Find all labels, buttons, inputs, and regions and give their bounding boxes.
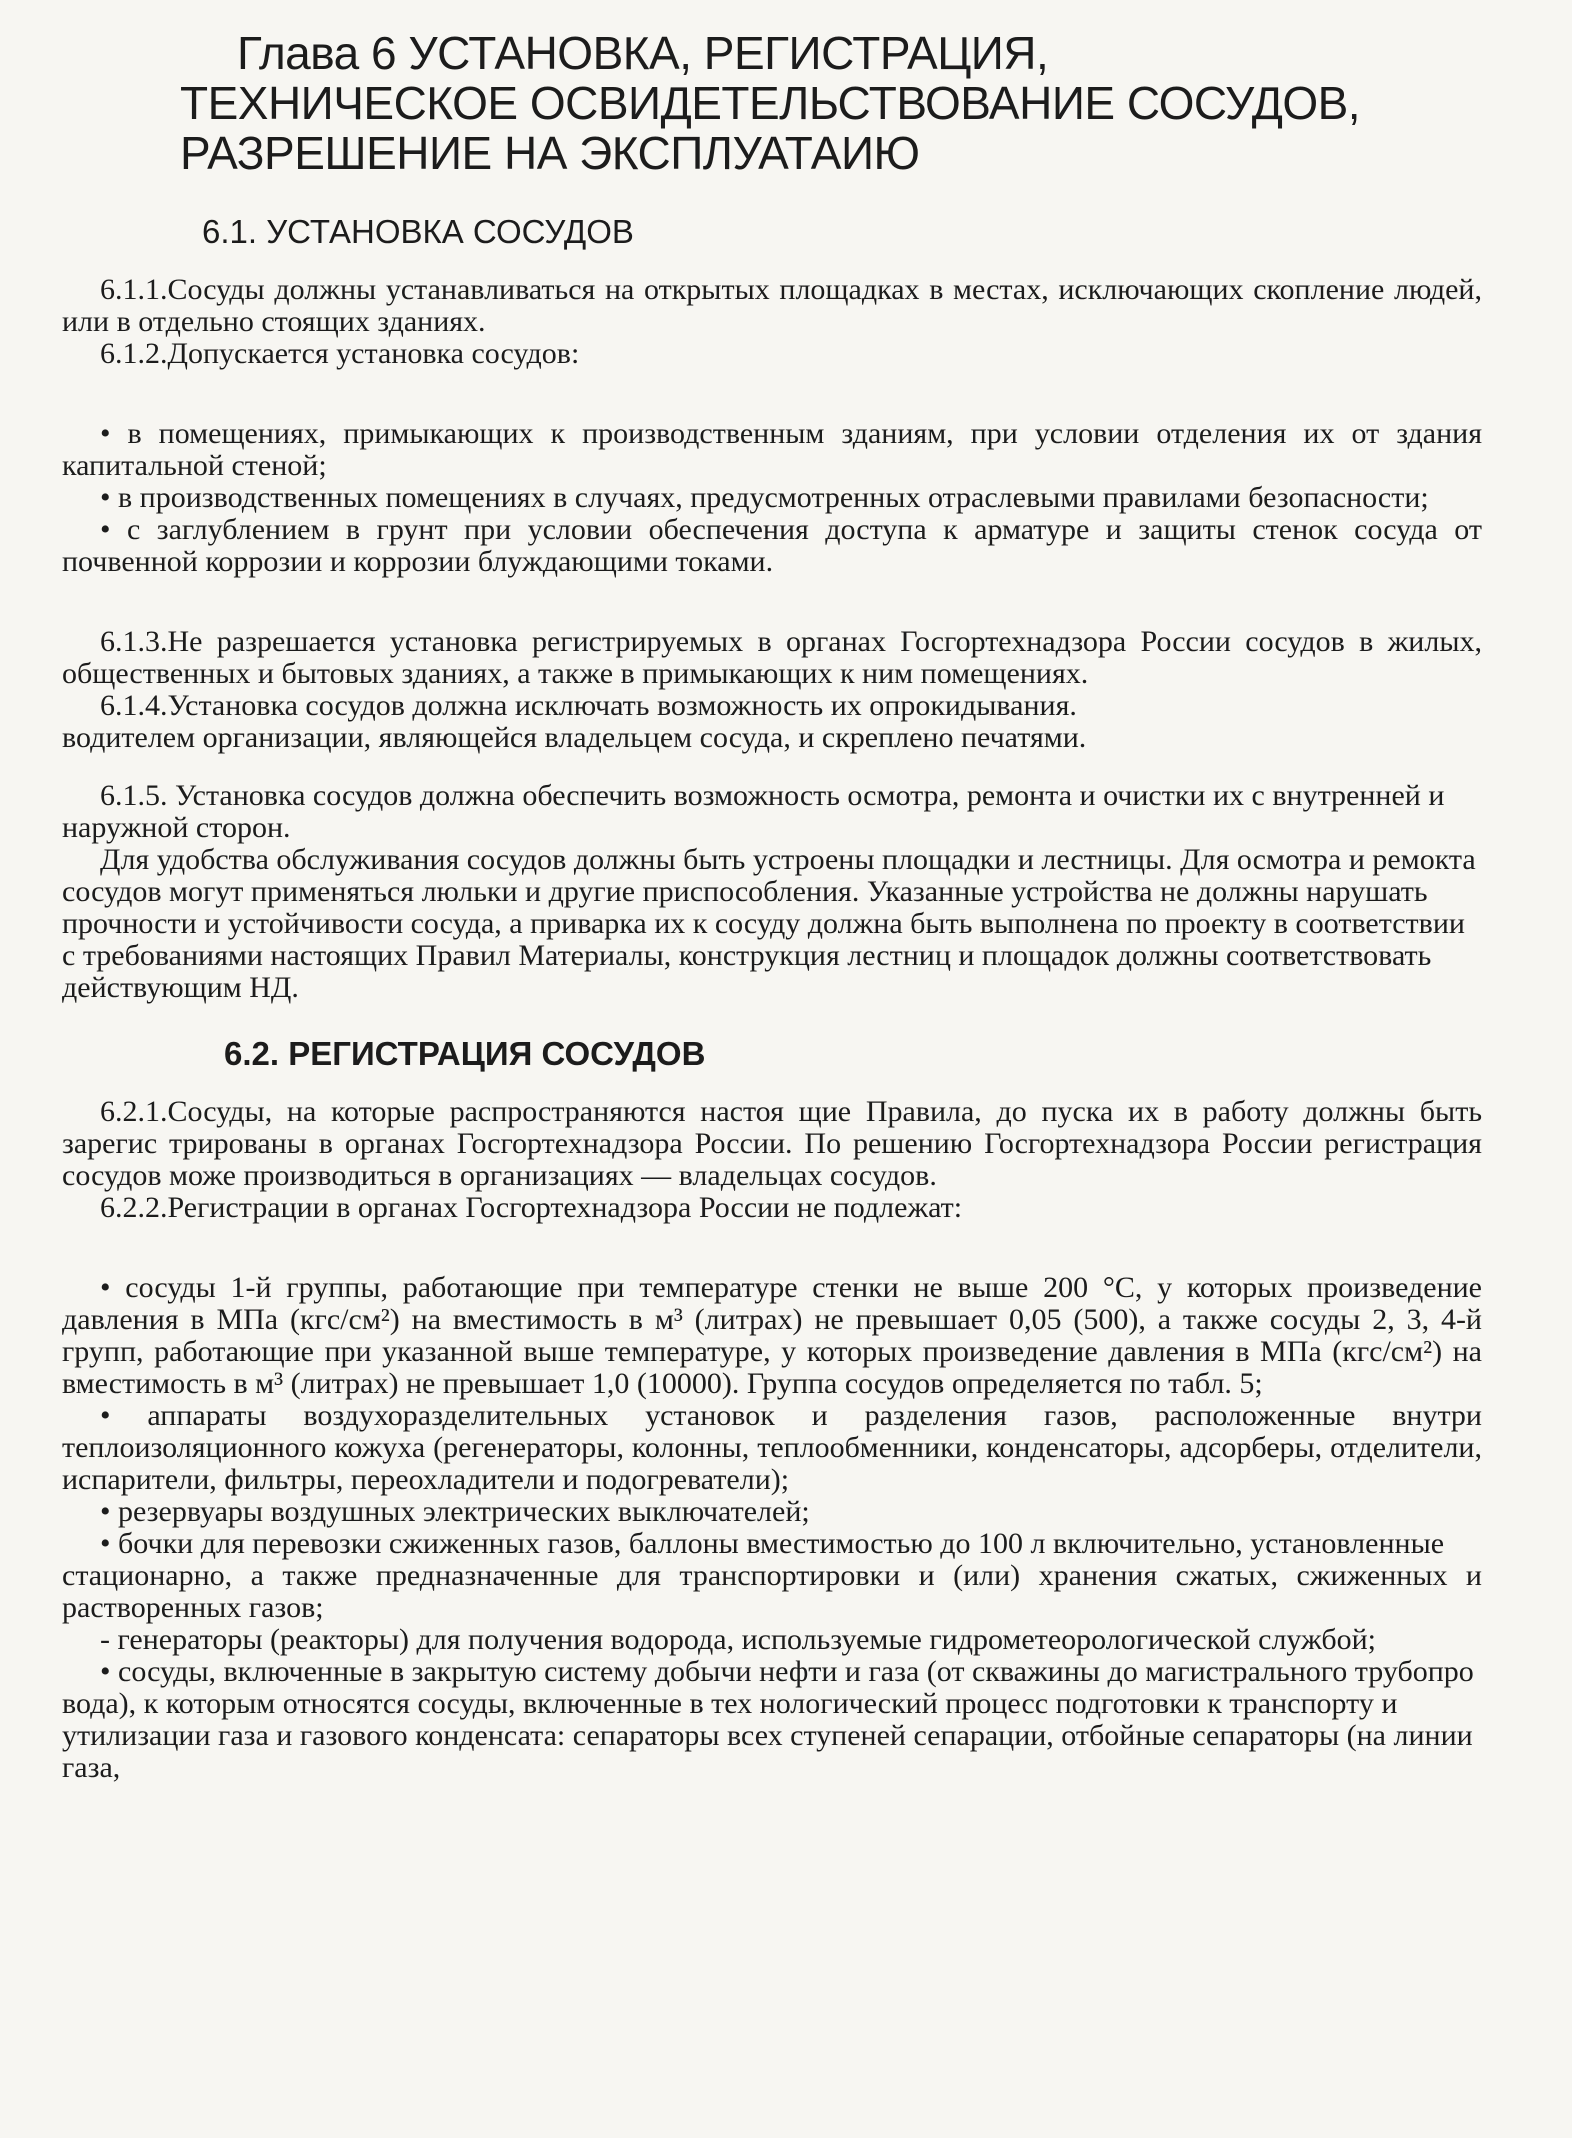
paragraph-6-2-1: 6.2.1.Сосуды, на которые распространяются настоя щие Правила, до пуска их в работу должны быть зарегис трированы в органах Госгортехнадзора России. По решению Госгортехнадзора России регистрация сосудов може производиться в организациях — владельцах сосудов. xyxy=(62,1095,1482,1192)
bullet-item: - генераторы (реакторы) для получения водорода, используемые гидрометеорологической службой; xyxy=(100,1623,1377,1656)
bullet-item: • в производственных помещениях в случаях, предусмотренных отраслевыми правилами безопасности; xyxy=(100,481,1429,514)
bullet-item: • сосуды, включенные в закрытую систему добычи нефти и газа (от скважины до магистрального трубопро вода), к которым относятся сосуды, включенные в тех нологический процесс подготовки к транспорту и утилизации газа и газового конденсата: сепараторы всех ступеней сепарации, отбойные сепараторы (на линии газа, xyxy=(62,1655,1474,1784)
bullet-item-cont: стационарно, а также предназначенные для транспортировки и (или) хранения сжатых, сжиженных и растворенных газов; xyxy=(62,1559,1482,1624)
bullet-item: • с заглублением в грунт при условии обеспечения доступа к арматуре и защиты стенок сосуда от почвенной коррозии и коррозии блуждающими токами. xyxy=(62,513,1482,578)
paragraph-6-1-5: 6.1.5. Установка сосудов должна обеспечить возможность осмотра, ремонта и очистки их с внутренней и наружной сторон. xyxy=(62,779,1445,844)
section-6-1-body xyxy=(62,274,1482,1004)
paragraph-fragment: водителем организации, являющейся владельцем сосуда, и скреплено печатями. xyxy=(62,721,1087,754)
bullet-item: • сосуды 1-й группы, работающие при температуре стенки не выше 200 °С, у которых произведение давления в МПа (кгс/см²) на вместимость в м³ (литрах) не превышает 0,05 (500), а также сосуды 2, 3, 4-й групп, работающие при указанной выше температуре, у которых произведение давления в МПа (кгс/см²) на вместимость в м³ (литрах) не превышает 1,0 (10000). Группа сосудов определяется по табл. 5; xyxy=(62,1271,1482,1400)
bullet-item: • в помещениях, примыкающих к производственным зданиям, при условии отделения их от здания капитальной стеной; xyxy=(62,417,1482,482)
paragraph-6-1-3: 6.1.3.Не разрешается установка регистрируемых в органах Госгортехнадзора России сосудов в жилых, общественных и бытовых зданиях, а также в примыкающих к ним помещениях. xyxy=(62,625,1482,690)
chapter-heading-line-3: РАЗРЕШЕНИЕ НА ЭКСПЛУАТАИЮ xyxy=(180,127,920,179)
paragraph-6-1-4: 6.1.4.Установка сосудов должна исключать возможность их опрокидывания. xyxy=(100,689,1077,722)
section-title-6-2: 6.2. РЕГИСТРАЦИЯ СОСУДОВ xyxy=(224,1035,706,1072)
paragraph-6-2-2: 6.2.2.Регистрации в органах Госгортехнадзора России не подлежат: xyxy=(100,1191,963,1224)
chapter-heading xyxy=(62,28,1482,178)
bullet-item: • бочки для перевозки сжиженных газов, баллоны вместимостью до 100 л включительно, установленные xyxy=(100,1527,1445,1560)
bullet-item: • аппараты воздухоразделительных установок и разделения газов, расположенные внутри теплоизоляционного кожуха (регенераторы, колонны, теплообменники, конденсаторы, адсорберы, отделители, испарители, фильтры, переохладители и подогреватели); xyxy=(62,1399,1482,1496)
chapter-heading-line-1: Глава 6 УСТАНОВКА, РЕГИСТРАЦИЯ, xyxy=(237,27,1049,79)
section-6-2-body xyxy=(62,1096,1482,1784)
paragraph-6-1-2: 6.1.2.Допускается установка сосудов: xyxy=(100,337,580,370)
chapter-heading-line-2: ТЕХНИЧЕСКОЕ ОСВИДЕТЕЛЬСТВОВАНИЕ СОСУДОВ, xyxy=(180,77,1361,129)
section-title-6-1: 6.1. УСТАНОВКА СОСУДОВ xyxy=(202,213,634,250)
paragraph-6-1-1: 6.1.1.Сосуды должны устанавливаться на открытых площадках в местах, исключающих скопление людей, или в отдельно стоящих зданиях. xyxy=(62,273,1482,338)
bullet-item: • резервуары воздушных электрических выключателей; xyxy=(100,1495,810,1528)
paragraph-6-1-5-cont: Для удобства обслуживания сосудов должны быть устроены площадки и лестницы. Для осмотра и ремокта сосудов могут применяться люльки и другие приспособления. Указанные устройства не должны нарушать прочности и устойчивости сосуда, а приварка их к сосуду должна быть выполнена по проекту в соответствии с требованиями настоящих Правил Материалы, конструкция лестниц и площадок должны соответствовать действующим НД. xyxy=(62,843,1476,1004)
